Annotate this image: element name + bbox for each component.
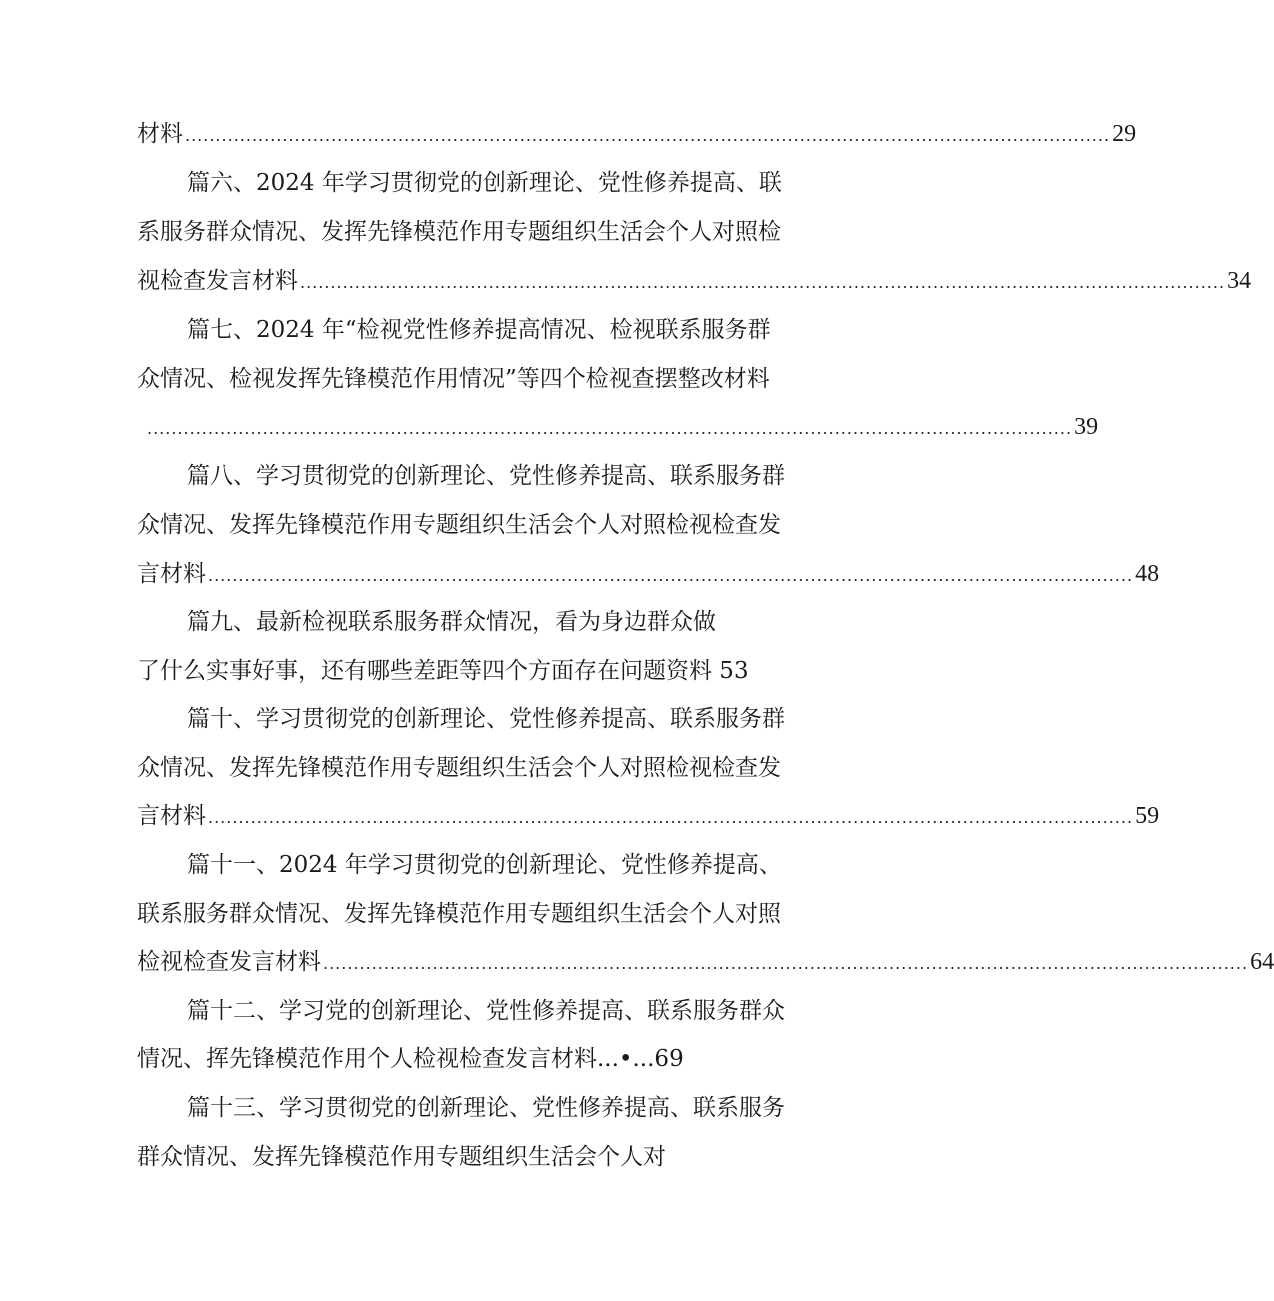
toc-entry-9-line-1[interactable] [187,602,785,642]
toc-entry-13-line-1[interactable] [187,1088,785,1128]
toc-page-number: 39 [1074,414,1099,440]
toc-page-number: 48 [1135,561,1160,587]
toc-text: 篇九、最新检视联系服务群众情况，看为身边群众做 [187,609,716,635]
toc-text: 材料 [137,121,183,147]
toc-entry-11-line-1[interactable] [187,845,785,885]
toc-text: 篇十三、学习贯彻党的创新理论、党性修养提高、联系服务 [187,1095,785,1121]
toc-entry-10-line-2[interactable] [137,748,785,788]
toc-entry-10-line-3[interactable] [137,796,1160,836]
toc-entry-10-line-1[interactable] [187,699,785,739]
toc-text: 视检查发言材料 [137,268,298,294]
toc-text: 系服务群众情况、发挥先锋模范作用专题组织生活会个人对照检 [137,219,781,245]
toc-entry-11-line-3[interactable] [137,942,1274,982]
toc-text: 情况、挥先锋模范作用个人检视检查发言材料...•...69 [137,1046,684,1072]
toc-text: 篇十、学习贯彻党的创新理论、党性修养提高、联系服务群 [187,706,785,732]
toc-text: 群众情况、发挥先锋模范作用专题组织生活会个人对 [137,1144,666,1170]
toc-text: 众情况、发挥先锋模范作用专题组织生活会个人对照检视检查发 [137,755,781,781]
dot-leader: ........................................................................................................................................................ [147,419,1073,438]
toc-entry-9-line-2[interactable] [137,651,785,691]
dot-leader: ........................................................................................................................................................ [323,954,1249,973]
toc-entry-11-line-2[interactable] [137,894,785,934]
toc-text: 联系服务群众情况、发挥先锋模范作用专题组织生活会个人对照 [137,901,781,927]
toc-text: 篇十一、2024 年学习贯彻党的创新理论、党性修养提高、 [187,852,782,878]
toc-entry-5-tail[interactable] [137,114,1137,154]
toc-text: 言材料 [137,803,206,829]
toc-entry-6-line-1[interactable] [187,163,785,203]
toc-entry-12-line-2[interactable] [137,1039,785,1079]
toc-entry-7-line-2[interactable] [137,359,785,399]
toc-entry-13-line-2[interactable] [137,1137,785,1177]
dot-leader: ........................................................................................................................................................ [208,808,1134,827]
toc-text: 篇七、2024 年“检视党性修养提高情况、检视联系服务群 [187,317,771,343]
toc-page-number: 64 [1250,949,1274,975]
toc-text: 众情况、检视发挥先锋模范作用情况”等四个检视查摆整改材料 [137,366,770,392]
toc-text: 言材料 [137,561,206,587]
toc-text: 了什么实事好事，还有哪些差距等四个方面存在问题资料 53 [137,658,749,684]
toc-entry-12-line-1[interactable] [187,991,785,1031]
toc-text: 众情况、发挥先锋模范作用专题组织生活会个人对照检视检查发 [137,512,781,538]
toc-text: 篇十二、学习党的创新理论、党性修养提高、联系服务群众 [187,998,785,1024]
dot-leader: ........................................................................................................................................................ [185,126,1111,145]
toc-entry-6-line-2[interactable] [137,212,785,252]
toc-entry-8-line-3[interactable] [137,554,1160,594]
dot-leader: ........................................................................................................................................................ [208,566,1134,585]
toc-entry-6-line-3[interactable] [137,261,1252,301]
toc-entry-7-line-1[interactable] [187,310,785,350]
toc-entry-8-line-1[interactable] [187,456,785,496]
toc-text: 篇六、2024 年学习贯彻党的创新理论、党性修养提高、联 [187,170,782,196]
toc-page-number: 59 [1135,803,1160,829]
toc-entry-7-line-3[interactable] [145,407,1099,447]
toc-page-number: 34 [1227,268,1252,294]
toc-text: 检视检查发言材料 [137,949,321,975]
toc-text: 篇八、学习贯彻党的创新理论、党性修养提高、联系服务群 [187,463,785,489]
toc-page-number: 29 [1112,121,1137,147]
toc-entry-8-line-2[interactable] [137,505,785,545]
dot-leader: ........................................................................................................................................................ [300,273,1226,292]
